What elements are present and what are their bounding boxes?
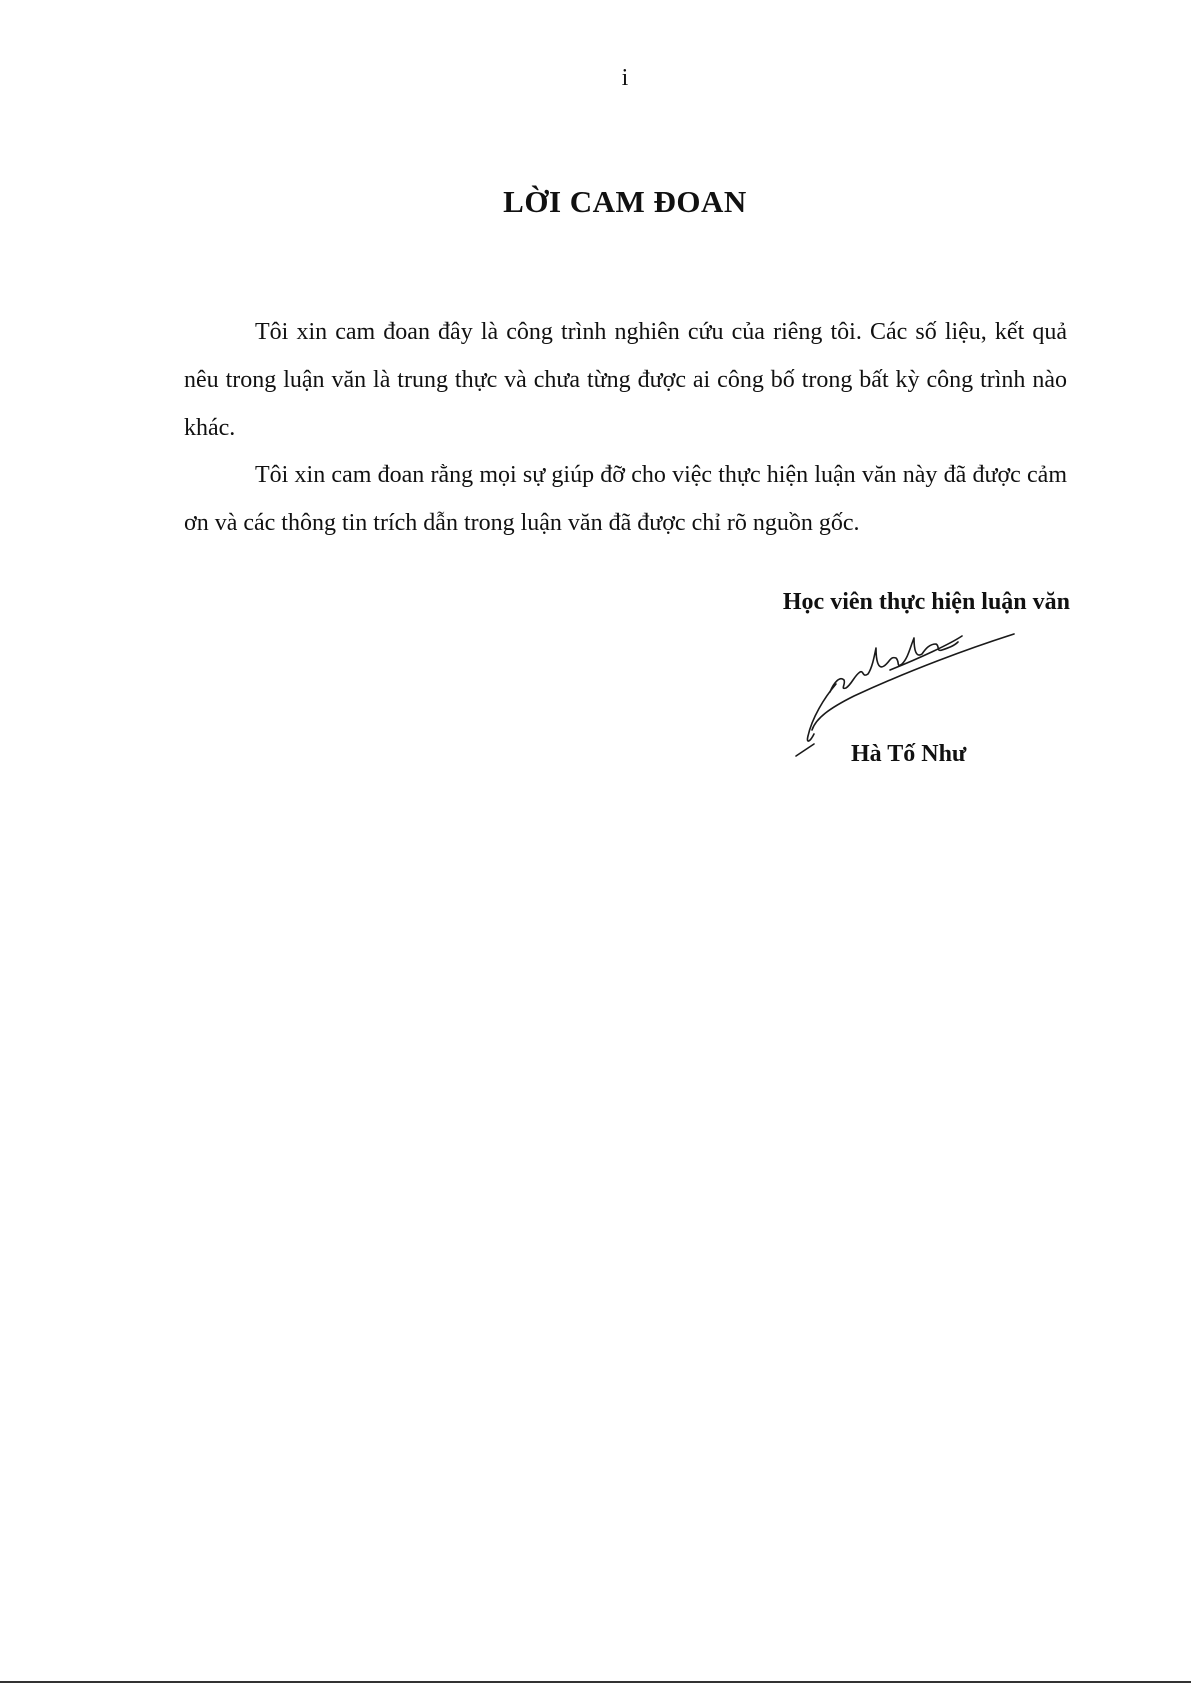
page-number: i bbox=[621, 65, 629, 91]
page-title: LỜI CAM ĐOAN bbox=[503, 184, 747, 219]
signature-block bbox=[740, 590, 1070, 780]
page-bottom-border bbox=[0, 1681, 1191, 1683]
declaration-body bbox=[184, 308, 1067, 547]
declaration-paragraph: Tôi xin cam đoan đây là công trình nghiên cứu của riêng tôi. Các số liệu, kết quả nêu trong luận văn là trung thực và chưa từng được ai công bố trong bất kỳ công trình nào khác. bbox=[184, 319, 1067, 441]
signer-role: Học viên thực hiện luận văn bbox=[782, 589, 1070, 615]
signer-name: Hà Tố Như bbox=[851, 741, 967, 767]
declaration-paragraph: Tôi xin cam đoan rằng mọi sự giúp đỡ cho việc thực hiện luận văn này đã được cảm ơn và các thông tin trích dẫn trong luận văn đã được chỉ rõ nguồn gốc. bbox=[184, 462, 1067, 536]
